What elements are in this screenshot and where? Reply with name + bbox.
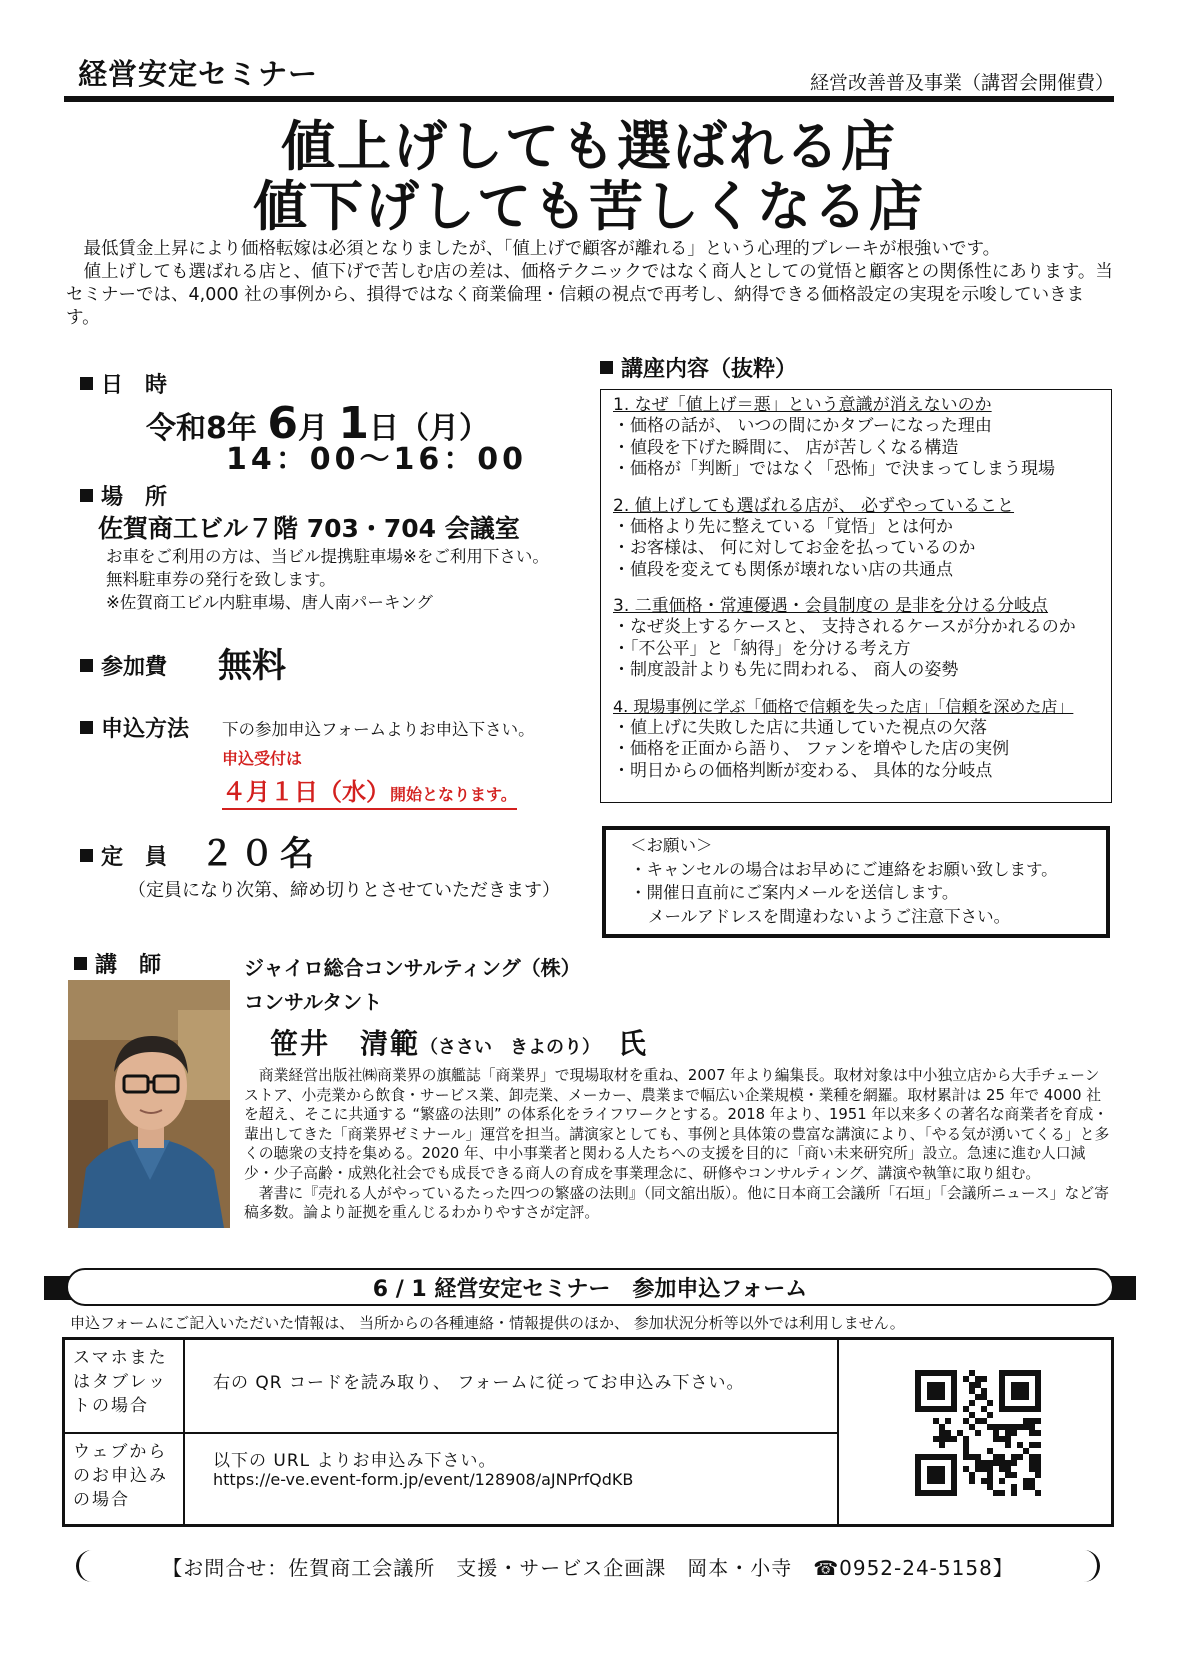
header-rule — [64, 96, 1114, 102]
lecturer-label-text: 講 師 — [95, 953, 162, 978]
date-label-text: 日 時 — [101, 373, 168, 398]
date-day: 1 — [338, 398, 370, 449]
intro-text — [66, 238, 1116, 330]
seminar-label: 経営安定セミナー — [78, 57, 319, 91]
bullet-square-icon — [80, 849, 93, 862]
course-group-4 — [613, 696, 1111, 783]
course-item: ・値上げに失敗した店に共通していた視点の欠落 — [613, 717, 987, 738]
fee-value: 無料 — [218, 646, 286, 686]
program-label: 経営改善普及事業（講習会開催費） — [809, 72, 1114, 94]
course-item: ・明日からの価格判断が変わる、 具体的な分岐点 — [613, 760, 993, 781]
apply-label-text: 申込方法 — [101, 717, 190, 742]
title-line-2: 値下げしても苦しくなる店 — [253, 175, 925, 238]
notice-line-3: メールアドレスを間違わないようご注意下さい。 — [648, 906, 1011, 926]
contact-bar — [62, 1548, 1114, 1584]
bullet-square-icon — [74, 957, 87, 970]
apply-start-date — [222, 772, 517, 810]
course-item: ・価格を正面から語り、 ファンを増やした店の実例 — [613, 739, 1010, 759]
lecturer-honorific: 氏 — [618, 1027, 647, 1060]
date-month: 6 — [267, 398, 298, 449]
capacity-value: ２０名 — [200, 834, 320, 874]
venue-note-3: ※佐賀商工ビル内駐車場、唐人南パーキング — [106, 593, 433, 612]
venue-note-1: お車をご利用の方は、当ビル提携駐車場※をご利用下さい。 — [106, 547, 549, 566]
apply-label — [80, 712, 189, 743]
form-title: 6 / 1 経営安定セミナー 参加申込フォーム — [66, 1268, 1114, 1306]
course-item: ・値段を変えても関係が壊れない店の共通点 — [613, 559, 953, 580]
contact-text: 【お問合せ：佐賀商工会議所 支援・サービス企画課 岡本・小寺 ☎0952-24-5158】 — [162, 1556, 1014, 1580]
course-group-3 — [613, 595, 1111, 682]
venue-label-text: 場 所 — [101, 485, 168, 510]
table-divider — [65, 1432, 837, 1434]
course-heading: 2. 値上げしても選ばれる店が、 必ずやっていること — [613, 495, 1015, 516]
date-weekday: （月） — [399, 411, 490, 446]
course-item: ・価格の話が、 いつの間にかタブーになった理由 — [613, 416, 992, 436]
notice-line-2: ・開催日直前にご案内メールを送信します。 — [630, 883, 959, 902]
bullet-square-icon — [600, 361, 613, 374]
row1-text: 右の QR コードを読み取り、 フォームに従ってお申込み下さい。 — [213, 1373, 745, 1393]
date-month-unit: 月 — [297, 411, 328, 446]
date-era: 令和 — [146, 411, 206, 446]
course-item: ・「不公平」と「納得」を分ける考え方 — [613, 638, 911, 659]
course-item: ・制度設計よりも先に問われる、 商人の姿勢 — [613, 660, 959, 680]
venue-name: 佐賀商工ビル７階 703・704 会議室 — [98, 514, 520, 543]
course-group-1 — [613, 394, 1111, 481]
row2-label: ウェブからのお申込みの場合 — [73, 1442, 168, 1510]
notice-line-1: ・キャンセルの場合はお早めにご連絡をお願い致します。 — [630, 859, 1058, 879]
course-item: ・価格より先に整えている「覚悟」とは何か — [613, 516, 953, 537]
lecturer-bio-paragraph-1: 商業経営出版社㈱商業界の旗艦誌「商業界」で現場取材を重ね、2007 年より編集長。取材対象は中小独立店から大手チェーンストア、小売業から飲食・サービス業、卸売業、メーカー、農業まで幅広い企業規模・業種を網羅。取材累計は 25 年で 4000 社を超え、そこに共通する “繁盛の法則” の体系化をライフワークとする。2018 年より、1951 年以来多くの著名な商業者を育成・輩出してきた「商業界ゼミナール」運営を担当。講演家としても、事例と具体策の豊富な講演により、「やる気が湧いてくる」と多くの聴衆の支持を集める。2020 年、中小事業者と関わる人たちへの支援を目的に「商い未来研究所」設立。急速に進む人口減少・少子高齢・成熟化社会でも成長できる商人の育成を事業理念に、研修やコンサルティング、講演や執筆に取り組む。 — [244, 1067, 1110, 1182]
lecturer-bio-paragraph-2: 著書に『売れる人がやっているたった四つの繁盛の法則』（同文舘出版）。他に日本商工会議所「石垣」「会議所ニュース」など寄稿多数。論より証拠を重んじるわかりやすさが定評。 — [244, 1184, 1109, 1222]
lecturer-name: 笹井 清範 — [270, 1027, 421, 1060]
capacity-label-text: 定 員 — [101, 845, 168, 870]
lecturer-reading: （ささい きよのり） — [420, 1037, 601, 1058]
notice-title: ＜お願い＞ — [630, 836, 713, 855]
lecturer-role: コンサルタント — [244, 990, 383, 1014]
course-label — [600, 352, 797, 383]
date-day-unit: 日 — [369, 411, 400, 446]
form-privacy-note: 申込フォームにご記入いただいた情報は、 当所からの各種連絡・情報提供のほか、 参加状況分析等以外では利用しません。 — [70, 1314, 905, 1332]
bullet-square-icon — [80, 721, 93, 734]
apply-start-suffix: 開始となります。 — [390, 785, 517, 804]
venue-note-2: 無料駐車券の発行を致します。 — [106, 570, 336, 589]
qr-code-icon[interactable] — [915, 1370, 1041, 1496]
bullet-square-icon — [80, 659, 93, 672]
intro-paragraph-1: 最低賃金上昇により価格転嫁は必須となりましたが、「値上げで顧客が離れる」という心理的ブレーキが根強いです。 — [83, 239, 1001, 259]
lecturer-label — [74, 948, 161, 979]
course-group-2 — [613, 495, 1111, 582]
course-label-text: 講座内容（抜粋） — [621, 357, 798, 382]
course-heading: 3. 二重価格・常連優遇・会員制度の 是非を分ける分岐点 — [613, 596, 1049, 616]
apply-text: 下の参加申込フォームよりお申込下さい。 — [222, 720, 535, 739]
fee-label-text: 参加費 — [101, 655, 168, 680]
title-line-1: 値上げしても選ばれる店 — [281, 115, 897, 178]
row1-label: スマホまたはタブレットの場合 — [73, 1348, 168, 1416]
lecturer-bio — [244, 1066, 1112, 1223]
form-url-link[interactable]: https://e-ve.event-form.jp/event/128908/aJNPrfQdKB — [213, 1470, 634, 1489]
intro-paragraph-2: 値上げしても選ばれる店と、値下げで苦しむ店の差は、価格テクニックではなく商人としての覚悟と顧客との関係性にあります。当セミナーでは、4,000 社の事例から、損得ではなく商業倫理・信頼の視点で再考し、納得できる価格設定の実現を示唆していきます。 — [66, 262, 1113, 328]
course-heading: 1. なぜ「値上げ＝悪」という意識が消えないのか — [613, 395, 992, 415]
course-item: ・値段を下げた瞬間に、 店が苦しくなる構造 — [613, 437, 959, 458]
lecturer-company: ジャイロ総合コンサルティング（株） — [244, 956, 581, 980]
table-divider — [837, 1340, 839, 1524]
bullet-square-icon — [80, 489, 93, 502]
capacity-label — [80, 840, 167, 871]
date-year: 8 — [206, 411, 227, 446]
course-item: ・価格が「判断」ではなく「恐怖」で決まってしまう現場 — [613, 459, 1055, 479]
apply-start-date-value: ４月１日（水） — [222, 778, 390, 806]
form-title-bar — [44, 1268, 1136, 1308]
bullet-square-icon — [80, 377, 93, 390]
form-table — [62, 1337, 1114, 1527]
crescent-left-icon — [62, 1548, 98, 1584]
date-year-unit: 年 — [226, 411, 257, 446]
date-label — [80, 368, 167, 399]
crescent-right-icon — [1078, 1548, 1114, 1584]
venue-label — [80, 480, 167, 511]
time-value: 14：00〜16：00 — [226, 442, 527, 477]
notice-box — [602, 826, 1110, 938]
venue-notes — [106, 545, 549, 614]
course-heading: 4. 現場事例に学ぶ「価格で信頼を失った店」「信頼を深めた店」 — [613, 696, 1074, 716]
lecturer-name-line — [270, 1022, 646, 1062]
apply-start-label: 申込受付は — [222, 749, 303, 768]
lecturer-photo — [68, 980, 230, 1228]
course-box — [600, 389, 1112, 803]
row2-text: 以下の URL よりお申込み下さい。 — [213, 1451, 497, 1471]
course-item: ・なぜ炎上するケースと、 支持されるケースが分かれるのか — [613, 617, 1076, 637]
capacity-note: （定員になり次第、締め切りとさせていただきます） — [128, 880, 560, 901]
course-item: ・お客様は、 何に対してお金を払っているのか — [613, 538, 976, 558]
fee-label — [80, 650, 167, 681]
